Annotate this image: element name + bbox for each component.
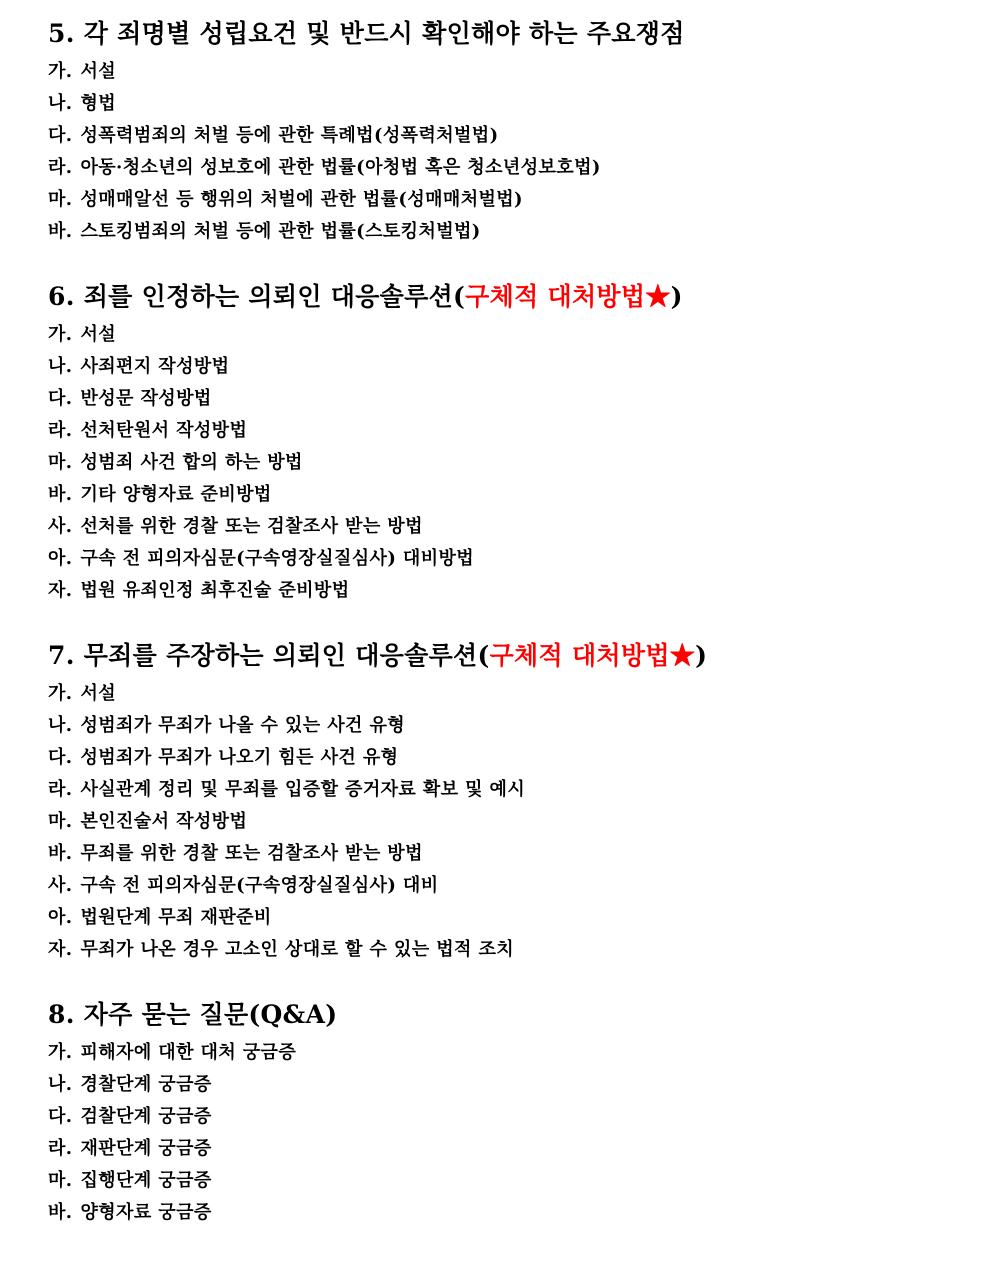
section-title-accent: 구체적 대처방법★ bbox=[465, 282, 671, 311]
item-text: 무죄를 위한 경찰 또는 검찰조사 받는 방법 bbox=[80, 843, 423, 864]
item-marker: 라. bbox=[48, 157, 73, 178]
section-title bbox=[48, 277, 968, 317]
item-text: 서설 bbox=[80, 324, 117, 345]
item-text: 구속 전 피의자심문(구속영장실질심사) 대비방법 bbox=[80, 548, 475, 569]
list-item bbox=[48, 902, 968, 934]
list-item bbox=[48, 216, 968, 248]
list-item bbox=[48, 870, 968, 902]
item-marker: 나. bbox=[48, 1074, 73, 1095]
list-item bbox=[48, 742, 968, 774]
item-text: 재판단계 궁금증 bbox=[80, 1138, 212, 1159]
item-marker: 라. bbox=[48, 420, 73, 441]
item-text: 법원단계 무죄 재판준비 bbox=[80, 907, 272, 928]
item-text: 본인진술서 작성방법 bbox=[80, 811, 248, 832]
list-item bbox=[48, 575, 968, 607]
section-number: 5. bbox=[48, 19, 75, 48]
item-text: 선처탄원서 작성방법 bbox=[80, 420, 248, 441]
section-6 bbox=[48, 277, 968, 607]
list-item bbox=[48, 543, 968, 575]
item-text: 사실관계 정리 및 무죄를 입증할 증거자료 확보 및 예시 bbox=[80, 779, 526, 800]
item-text: 서설 bbox=[80, 683, 117, 704]
item-text: 반성문 작성방법 bbox=[80, 388, 212, 409]
item-text: 사죄편지 작성방법 bbox=[80, 356, 230, 377]
list-item bbox=[48, 1165, 968, 1197]
list-item bbox=[48, 511, 968, 543]
section-title bbox=[48, 636, 968, 676]
list-item bbox=[48, 678, 968, 710]
section-title-close: ) bbox=[670, 282, 683, 311]
item-text: 성매매알선 등 행위의 처벌에 관한 법률(성매매처벌법) bbox=[80, 189, 523, 210]
item-marker: 자. bbox=[48, 939, 73, 960]
list-item bbox=[48, 934, 968, 966]
item-marker: 가. bbox=[48, 683, 73, 704]
item-marker: 마. bbox=[48, 189, 73, 210]
item-text: 무죄가 나온 경우 고소인 상대로 할 수 있는 법적 조치 bbox=[80, 939, 515, 960]
item-text: 양형자료 궁금증 bbox=[80, 1202, 212, 1223]
section-number: 6. bbox=[48, 282, 75, 311]
item-marker: 마. bbox=[48, 1170, 73, 1191]
section-title-text: 각 죄명별 성립요건 및 반드시 확인해야 하는 주요쟁점 bbox=[83, 19, 685, 48]
item-text: 형법 bbox=[80, 93, 117, 114]
item-text: 성범죄가 무죄가 나올 수 있는 사건 유형 bbox=[80, 715, 406, 736]
item-text: 구속 전 피의자심문(구속영장실질심사) 대비 bbox=[80, 875, 439, 896]
item-marker: 가. bbox=[48, 1042, 73, 1063]
list-item bbox=[48, 88, 968, 120]
section-7 bbox=[48, 636, 968, 966]
item-text: 성폭력범죄의 처벌 등에 관한 특례법(성폭력처벌법) bbox=[80, 125, 499, 146]
item-marker: 라. bbox=[48, 1138, 73, 1159]
item-marker: 사. bbox=[48, 875, 73, 896]
item-text: 법원 유죄인정 최후진술 준비방법 bbox=[80, 580, 350, 601]
section-item-list bbox=[48, 1037, 968, 1229]
list-item bbox=[48, 319, 968, 351]
section-title bbox=[48, 995, 968, 1035]
item-marker: 바. bbox=[48, 221, 73, 242]
list-item bbox=[48, 1101, 968, 1133]
item-marker: 다. bbox=[48, 125, 73, 146]
item-marker: 아. bbox=[48, 548, 73, 569]
section-8 bbox=[48, 995, 968, 1229]
item-marker: 라. bbox=[48, 779, 73, 800]
item-text: 경찰단계 궁금증 bbox=[80, 1074, 212, 1095]
item-text: 피해자에 대한 대처 궁금증 bbox=[80, 1042, 297, 1063]
item-text: 성범죄 사건 합의 하는 방법 bbox=[80, 452, 303, 473]
item-text: 아동·청소년의 성보호에 관한 법률(아청법 혹은 청소년성보호법) bbox=[80, 157, 601, 178]
section-item-list bbox=[48, 56, 968, 248]
section-title bbox=[48, 14, 968, 54]
item-marker: 가. bbox=[48, 61, 73, 82]
list-item bbox=[48, 1197, 968, 1229]
item-marker: 바. bbox=[48, 484, 73, 505]
list-item bbox=[48, 1069, 968, 1101]
section-number: 8. bbox=[48, 1000, 75, 1029]
list-item bbox=[48, 838, 968, 870]
section-title-accent: 구체적 대처방법★ bbox=[489, 641, 696, 670]
item-marker: 가. bbox=[48, 324, 73, 345]
list-item bbox=[48, 710, 968, 742]
section-title-text: 무죄를 주장하는 의뢰인 대응솔루션( bbox=[83, 641, 490, 670]
list-item bbox=[48, 184, 968, 216]
list-item bbox=[48, 1133, 968, 1165]
list-item bbox=[48, 152, 968, 184]
item-text: 성범죄가 무죄가 나오기 힘든 사건 유형 bbox=[80, 747, 399, 768]
item-marker: 다. bbox=[48, 747, 73, 768]
list-item bbox=[48, 383, 968, 415]
item-marker: 나. bbox=[48, 356, 73, 377]
item-marker: 다. bbox=[48, 1106, 73, 1127]
list-item bbox=[48, 774, 968, 806]
item-marker: 다. bbox=[48, 388, 73, 409]
list-item bbox=[48, 479, 968, 511]
item-marker: 바. bbox=[48, 1202, 73, 1223]
list-item bbox=[48, 806, 968, 838]
item-text: 서설 bbox=[80, 61, 117, 82]
item-marker: 나. bbox=[48, 715, 73, 736]
section-title-close: ) bbox=[695, 641, 708, 670]
list-item bbox=[48, 415, 968, 447]
list-item bbox=[48, 56, 968, 88]
item-marker: 마. bbox=[48, 452, 73, 473]
item-marker: 사. bbox=[48, 516, 73, 537]
item-text: 검찰단계 궁금증 bbox=[80, 1106, 212, 1127]
item-text: 스토킹범죄의 처벌 등에 관한 법률(스토킹처벌법) bbox=[80, 221, 481, 242]
section-item-list bbox=[48, 678, 968, 966]
list-item bbox=[48, 351, 968, 383]
list-item bbox=[48, 120, 968, 152]
item-marker: 마. bbox=[48, 811, 73, 832]
list-item bbox=[48, 447, 968, 479]
table-of-contents bbox=[48, 14, 968, 1258]
item-marker: 자. bbox=[48, 580, 73, 601]
section-title-text: 죄를 인정하는 의뢰인 대응솔루션( bbox=[83, 282, 466, 311]
item-text: 기타 양형자료 준비방법 bbox=[80, 484, 272, 505]
section-5 bbox=[48, 14, 968, 248]
item-marker: 바. bbox=[48, 843, 73, 864]
item-text: 집행단계 궁금증 bbox=[80, 1170, 212, 1191]
item-text: 선처를 위한 경찰 또는 검찰조사 받는 방법 bbox=[80, 516, 423, 537]
section-title-text: 자주 묻는 질문(Q&A) bbox=[83, 1000, 338, 1029]
section-number: 7. bbox=[48, 641, 75, 670]
section-item-list bbox=[48, 319, 968, 607]
item-marker: 나. bbox=[48, 93, 73, 114]
list-item bbox=[48, 1037, 968, 1069]
item-marker: 아. bbox=[48, 907, 73, 928]
